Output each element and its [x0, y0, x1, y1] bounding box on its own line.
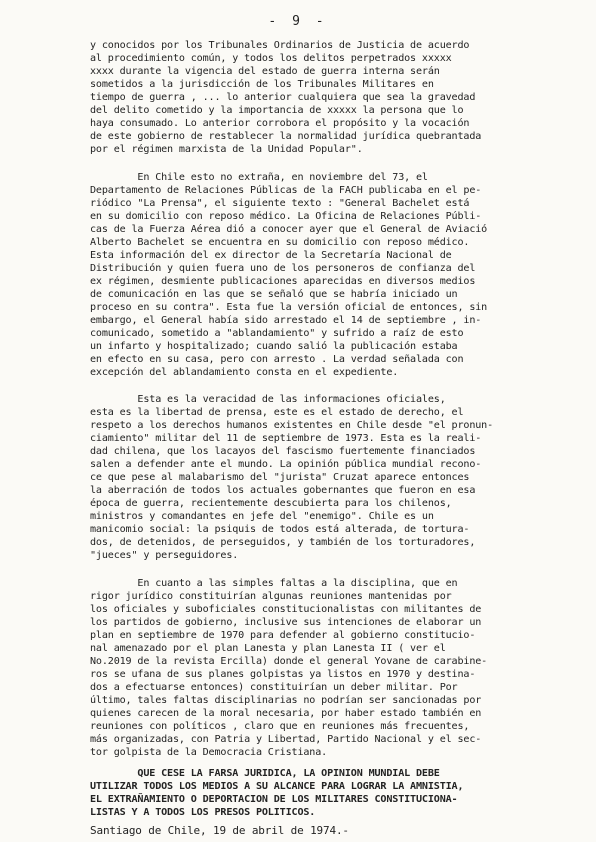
paragraph-line: último, tales faltas disciplinarias no podrían ser sancionadas por	[90, 695, 482, 706]
paragraph-line: esta es la libertad de prensa, este es el estado de derecho, el	[90, 407, 464, 418]
paragraph-line: manicomio social: la psiquis de todos está alterada, de tortura-	[90, 524, 470, 535]
paragraph-line: No.2019 de la revista Ercilla) donde el general Yovane de carabine-	[90, 656, 488, 667]
paragraph-line: quienes carecen de la moral necesaria, por haber estado también en	[90, 708, 482, 719]
paragraph-line: comunicado, sometido a "ablandamiento" y sufrido a raíz de esto	[90, 328, 464, 339]
paragraph-line: En cuanto a las simples faltas a la disciplina, que en	[90, 578, 458, 589]
paragraph-line: del delito cometido y la importancia de xxxxx la persona que lo	[90, 105, 464, 116]
paragraph-line: embargo, el General había sido arrestado el 14 de septiembre , in-	[90, 315, 482, 326]
paragraph-line: un infarto y hospitalizado; cuando salió la publicación estaba	[90, 341, 458, 352]
paragraph-line: más organizadas, con Patria y Libertad, Partido Nacional y el sec-	[90, 734, 482, 745]
appeal-line: EL EXTRAÑAMIENTO O DEPORTACION DE LOS MILITARES CONSTITUCIONA-	[90, 794, 458, 805]
paragraph-line: dad chilena, que los lacayos del fascismo fuertemente financiados	[90, 446, 476, 457]
paragraph-line: dos a efectuarse entonces) constituirían un deber militar. Por	[90, 682, 458, 693]
paragraph-line: ciamiento" militar del 11 de septiembre de 1973. Esta es la reali-	[90, 433, 482, 444]
paragraph-line: En Chile esto no extraña, en noviembre del 73, el	[90, 172, 428, 183]
paragraph-line: la aberración de todos los actuales gobernantes que fueron en esa	[90, 485, 476, 496]
paragraph-line: por el régimen marxista de la Unidad Popular".	[90, 144, 363, 155]
appeal-line: QUE CESE LA FARSA JURIDICA, LA OPINION MUNDIAL DEBE	[90, 768, 440, 779]
paragraph-line: nal amenazado por el plan Lanesta y plan Lanesta II ( ver el	[90, 643, 446, 654]
paragraph-line: rigor jurídico constituirían algunas reuniones mantenidas por	[90, 591, 452, 602]
paragraph-line: época de guerra, recientemente descubierta para los chilenos,	[90, 498, 452, 509]
appeal-line: LISTAS Y A TODOS LOS PRESOS POLITICOS.	[90, 807, 316, 818]
paragraph-line: Alberto Bachelet se encuentra en su domicilio con reposo médico.	[90, 237, 470, 248]
paragraph-line: ministros y comandantes en jefe del "enemigo". Chile es un	[90, 511, 434, 522]
paragraph-line: haya consumado. Lo anterior corrobora el propósito y la vocación	[90, 118, 470, 129]
paragraph-line: sometidos a la jurisdicción de los Tribunales Militares en	[90, 79, 434, 90]
paragraph-line: riódico "La Prensa", el siguiente texto : "General Bachelet está	[90, 198, 470, 209]
paragraph-line: los partidos de gobierno, inclusive sus intenciones de elaborar un	[90, 617, 482, 628]
paragraph-line: en efecto en su casa, pero con arresto . La verdad señalada con	[90, 354, 464, 365]
paragraph-line: xxxx durante la vigencia del estado de guerra interna serán	[90, 66, 440, 77]
paragraph-line: Departamento de Relaciones Públicas de la FACH publicaba en el pe-	[90, 185, 482, 196]
paragraph-line: Distribución y quien fuera uno de los personeros de confianza del	[90, 263, 476, 274]
paragraph-line: respeto a los derechos humanos existentes en Chile desde "el pronun-	[90, 420, 494, 431]
paragraph-line: Esta es la veracidad de las informaciones oficiales,	[90, 394, 446, 405]
paragraph-line: los oficiales y suboficiales constitucionalistas con militantes de	[90, 604, 482, 615]
paragraph-line: excepción del ablandamiento consta en el expediente.	[90, 367, 399, 378]
paragraph-line: y conocidos por los Tribunales Ordinarios de Justicia de acuerdo	[90, 40, 470, 51]
paragraph-line: dos, de detenidos, de perseguidos, y también de los torturadores,	[90, 537, 476, 548]
paragraph-line: tiempo de guerra , ... lo anterior cualquiera que sea la gravedad	[90, 92, 476, 103]
page-number: - 9 -	[268, 14, 328, 29]
appeal-line: UTILIZAR TODOS LOS MEDIOS A SU ALCANCE PARA LOGRAR LA AMNISTIA,	[90, 781, 464, 792]
paragraph-line: en su domicilio con reposo médico. La Oficina de Relaciones Públi-	[90, 211, 482, 222]
paragraph-line: tor golpista de la Democracia Cristiana.	[90, 747, 328, 758]
paragraph-line: ex régimen, desmiente publicaciones aparecidas en diversos medios	[90, 276, 476, 287]
paragraph-line: ros se ufana de sus planes golpistas ya listos en 1970 y destina-	[90, 669, 476, 680]
paragraph-line: salen a defender ante el mundo. La opinión pública mundial recono-	[90, 459, 482, 470]
paragraph-line: Esta información del ex director de la Secretaría Nacional de	[90, 250, 452, 261]
paragraph-line: al procedimiento común, y todos los delitos perpetrados xxxxx	[90, 53, 452, 64]
paragraph-line: reuniones con políticos , claro que en reuniones más frecuentes,	[90, 721, 470, 732]
paragraph-line: cas de la Fuerza Aérea dió a conocer ayer que el General de Aviació	[90, 224, 488, 235]
paragraph-line: plan en septiembre de 1970 para defender al gobierno constitucio-	[90, 630, 476, 641]
paragraph-line: de comunicación en las que se señaló que se habría iniciado un	[90, 289, 458, 300]
closing-date: Santiago de Chile, 19 de abril de 1974.-	[90, 824, 349, 837]
paragraph-line: de este gobierno de restablecer la normalidad jurídica quebrantada	[90, 131, 482, 142]
paragraph-line: "jueces" y perseguidores.	[90, 550, 239, 561]
paragraph-line: ce que pese al malabarismo del "jurista" Cruzat aparece entonces	[90, 472, 470, 483]
paragraph-line: proceso en su contra". Esta fue la versión oficial de entonces, sin	[90, 302, 488, 313]
